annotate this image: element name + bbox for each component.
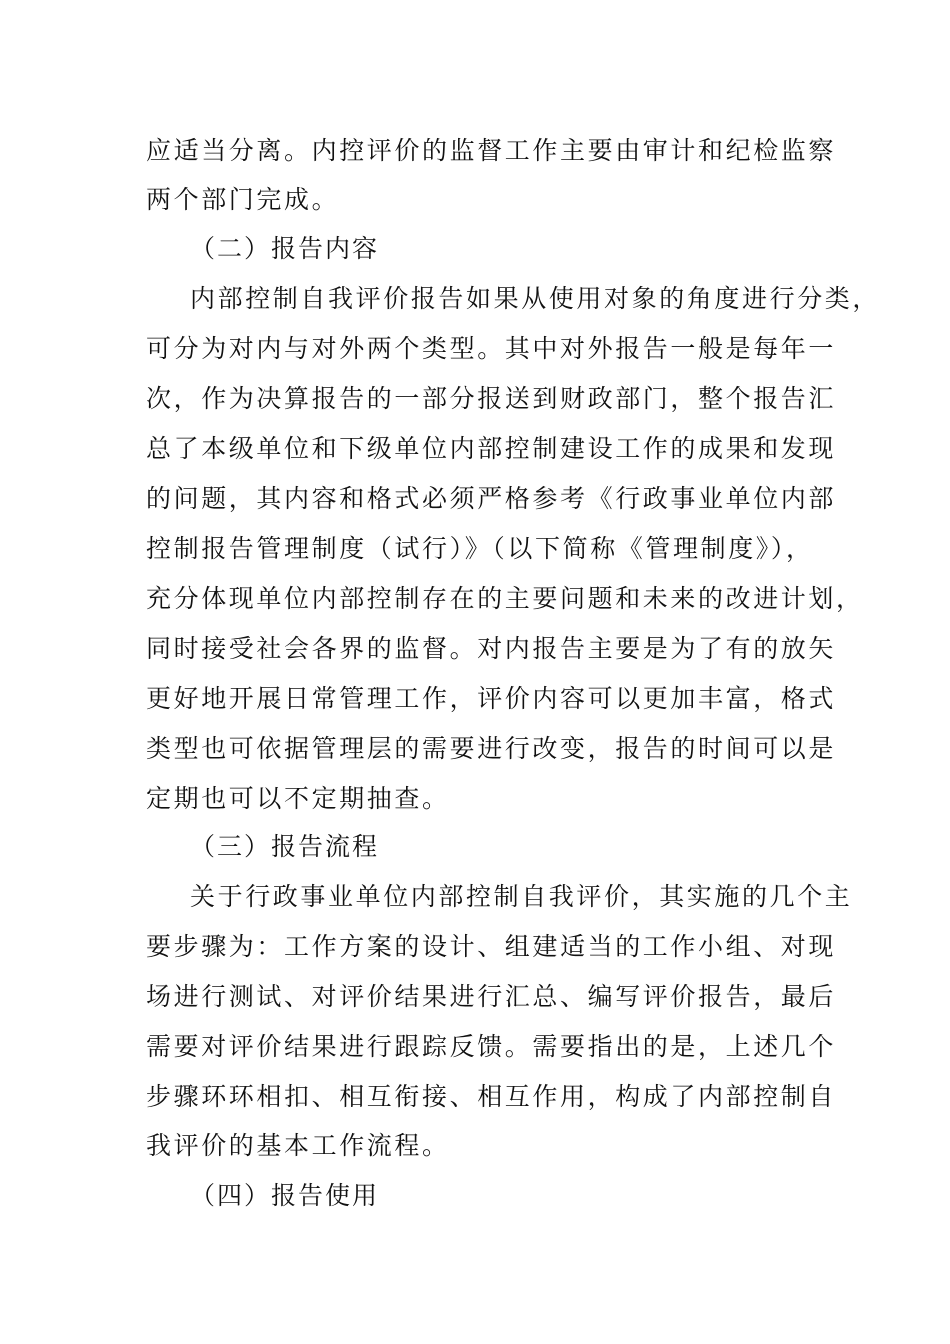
paragraph-line: 定期也可以不定期抽查。 <box>146 784 450 813</box>
paragraph-line: 控制报告管理制度（试行）》（以下简称《管理制度》）， <box>146 534 814 563</box>
paragraph-line: 可分为对内与对外两个类型。其中对外报告一般是每年一 <box>146 334 837 363</box>
paragraph-line: 的问题，其内容和格式必须严格参考《行政事业单位内部 <box>146 484 837 513</box>
paragraph-line: 充分体现单位内部控制存在的主要问题和未来的改进计划， <box>146 584 864 613</box>
paragraph-line: 类型也可依据管理层的需要进行改变，报告的时间可以是 <box>146 734 837 763</box>
section-heading-report-usage: （四）报告使用 <box>190 1181 380 1210</box>
paragraph-line: 需要对评价结果进行跟踪反馈。需要指出的是，上述几个 <box>146 1032 837 1061</box>
paragraph-line: 总了本级单位和下级单位内部控制建设工作的成果和发现 <box>146 434 837 463</box>
paragraph-line: 次，作为决算报告的一部分报送到财政部门，整个报告汇 <box>146 384 837 413</box>
paragraph-line: 两个部门完成。 <box>146 185 340 214</box>
paragraph-line: 关于行政事业单位内部控制自我评价，其实施的几个主 <box>190 882 853 911</box>
paragraph-line: 要步骤为：工作方案的设计、组建适当的工作小组、对现 <box>146 932 837 961</box>
section-heading-report-process: （三）报告流程 <box>190 832 380 861</box>
paragraph-line: 场进行测试、对评价结果进行汇总、编写评价报告，最后 <box>146 982 837 1011</box>
paragraph-line: 应适当分离。内控评价的监督工作主要由审计和纪检监察 <box>146 136 837 165</box>
paragraph-line: 内部控制自我评价报告如果从使用对象的角度进行分类， <box>190 284 881 313</box>
paragraph-line: 同时接受社会各界的监督。对内报告主要是为了有的放矢 <box>146 634 837 663</box>
paragraph-line: 步骤环环相扣、相互衔接、相互作用，构成了内部控制自 <box>146 1082 837 1111</box>
paragraph-line: 我评价的基本工作流程。 <box>146 1131 450 1160</box>
section-heading-report-content: （二）报告内容 <box>190 234 380 263</box>
paragraph-line: 更好地开展日常管理工作，评价内容可以更加丰富，格式 <box>146 684 837 713</box>
